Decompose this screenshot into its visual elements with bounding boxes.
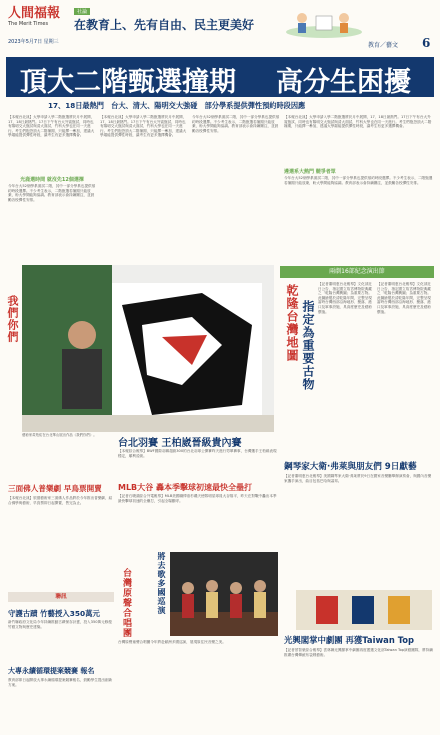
piano-headline: 鋼琴家大衛·弗萊與朋友們 9日獻藝 (284, 462, 417, 472)
notice2-title: 大專永續循環提案競賽 報名 (8, 667, 95, 675)
issue-date: 2023年5月7日 星期三 (8, 39, 59, 45)
badminton-body: 【本報綜合報導】BWF國際羽聯超級300的台北羽球公開賽昨天進行男單賽事，台灣選手王柏崴表現穩定，順利晉級。 (118, 449, 277, 458)
editorial-quote: 在教育上、先有自由、民主更美好 (74, 18, 255, 32)
lead-headline (6, 57, 434, 97)
section-label: 教育／藝文 (368, 42, 399, 49)
theater-vertical-title-a: 乾隆台灣地圖 (285, 284, 299, 362)
lead-headline-b: 高分生困擾 (276, 67, 411, 98)
theater-body-1: 【記者董明惠台北報導】文化部近日公告，指定國立故宮博物院典藏之「乾隆台灣輿圖」為重要古物。此圖繪製於清乾隆年間，完整呈現當時台灣西部沿海地形、聚落、港口及軍事設施，具高度歷史及藝術價值。 (318, 282, 372, 314)
lead-subsection1: 光鹿選時間 就沒先12個選擇 (20, 177, 84, 183)
photo-caption: 藝術家黃苑佑在台北華山展出作品《我們你們》。 (22, 433, 97, 437)
theater-body-2: 【記者董明惠台北報導】文化部近日公告，指定國立故宮博物院典藏之「乾隆台灣輿圖」為重要古物。此圖繪製於清乾隆年間，完整呈現當時台灣西部沿海地形、聚落、港口及軍事設施，具高度歷史及藝術價值。 (377, 282, 431, 314)
lead-body-col1: 【本報台北訊】大學申請入學二階甄選將於月中展開，17、18日最熱門。17日下午有台大外賓甄試，同時也有陽明交大甄試與清大面試，竹科大學也在同一天進行。考生們抱怨頂大二階撞期，只能擇一參加，建議大學端能提供彈性時段，讓考生有更多選擇機會。 (8, 115, 95, 138)
choir-photo (170, 552, 278, 636)
page-number: 6 (422, 36, 431, 50)
paper-logo (8, 6, 68, 36)
notice1-title: 守護古蹟 竹藝授入350萬元 (8, 609, 100, 618)
puppet-body: 【記者蔡智豪綜合報導】雲林縣光興閣掌中劇團再度獲選文化部Taiwan Top演藝團隊，將持續推廣台灣傳統布袋戲藝術。 (284, 648, 433, 657)
lead-body-col4b: 今年台大52個學系面試二階，其中一部分學系也提供預約時段選擇。不少考生表示，二階甄選若撞期只能放棄，盼大學間能夠協調。教育部表示會持續關注，並鼓勵各校彈性安排。 (284, 176, 433, 185)
choir-vertical-title: 將去歌多國巡演 (157, 552, 166, 615)
theater-banner: 兩劇16部紀念演出節 (280, 266, 434, 278)
badminton-headline: 台北羽賽 王柏崴晉級貴內賽 (118, 438, 242, 449)
choir-vertical-title-b: 台灣原聲合唱團 (121, 568, 131, 638)
piano-body: 【記者董明惠台北報導】美國鋼琴家大衛·弗萊將於9日在國家音樂廳舉辦演奏會，與國內音樂家攜手演出，曲目包括巴哈與蕭邦。 (284, 474, 432, 483)
choir-caption: 台灣原聲童聲合唱團今年將赴歐洲多國巡演，展現原住民音樂之美。 (118, 640, 226, 644)
notice-banner: 聯訊 (8, 592, 114, 602)
lead-body-col4: 【本報台北訊】大學申請入學二階甄選將於月中展開，17、18日最熱門。17日下午有台大外賓甄試，同時也有陽明交大甄試與清大面試，竹科大學也在同一天進行。考生們抱怨頂大二階撞期，只能擇一參加，建議大學端能提供彈性時段，讓考生有更多選擇機會。 (284, 115, 432, 129)
paper-name-en: The Merit Times (8, 21, 49, 27)
lead-body-col2: 【本報台北訊】大學申請入學二階甄選將於月中展開，17、18日最熱門。17日下午有台大外賓甄試，同時也有陽明交大甄試與清大面試，竹科大學也在同一天進行。考生們抱怨頂大二階撞期，只能擇一參加，建議大學端能提供彈性時段，讓考生有更多選擇機會。 (100, 115, 187, 138)
mlb-body: 【記者石曉鴻綜合外電報導】MLB美國職棒洛杉磯天使隊明星球員大谷翔平，昨天在對戰中轟出本季最快擊球初速的全壘打，引起全場歡呼。 (118, 494, 277, 503)
photo-vertical-caption: 我們你們 (6, 295, 19, 343)
notice2-body: 教育部即日起開放大專永續循環提案競賽報名，鼓勵學生提出創新方案。 (8, 678, 113, 687)
exhibition-photo (22, 265, 274, 432)
lead-subhead: 17、18日最熱門 台大、清大、陽明交大強碰 部分學系提供彈性預約時段因應 (48, 101, 306, 110)
masthead-illustration (282, 4, 366, 38)
lead-body-col3: 今年台大52個學系面試二階，其中一部分學系也提供預約時段選擇。不少考生表示，二階甄選若撞期只能放棄，盼大學間能夠協調。教育部表示會持續關注，並鼓勵各校彈性安排。 (192, 115, 280, 133)
mlb-headline: MLB大谷 轟本季擊球初速最快全壘打 (118, 483, 252, 492)
lead-subsection2: 遴選系大熱門 競爭者眾 (284, 169, 336, 175)
lead-body-col1b: 今年台大52個學系面試二階，其中一部分學系也提供預約時段選擇。不少考生表示，二階甄選若撞期只能放棄，盼大學間能夠協調。教育部表示會持續關注，並鼓勵各校彈性安排。 (8, 184, 96, 202)
buddha-headline: 三面佛人普樂劇 早鳥票開賣 (8, 484, 102, 493)
theater-vertical-title-b: 指定為重要古物 (301, 300, 315, 391)
editorial-label: 社論 (74, 8, 90, 15)
buddha-body: 【本報台北訊】旅德藝術家三面佛人作品將於今年推出普樂劇，結合佛學與藝術，早鳥票即日起開賣，售完為止。 (8, 496, 113, 505)
notice1-body: 新竹縣政府文化局今年持續推動古蹟保存計畫，投入350萬元修復竹藝文物與歷史建築。 (8, 620, 112, 629)
puppet-photo (296, 590, 432, 630)
lead-headline-a: 頂大二階甄選撞期 (20, 67, 236, 98)
masthead (0, 0, 440, 56)
paper-name: 人間福報 (8, 6, 61, 21)
puppet-headline: 光興閣掌中劇團 再獲Taiwan Top (284, 635, 415, 645)
